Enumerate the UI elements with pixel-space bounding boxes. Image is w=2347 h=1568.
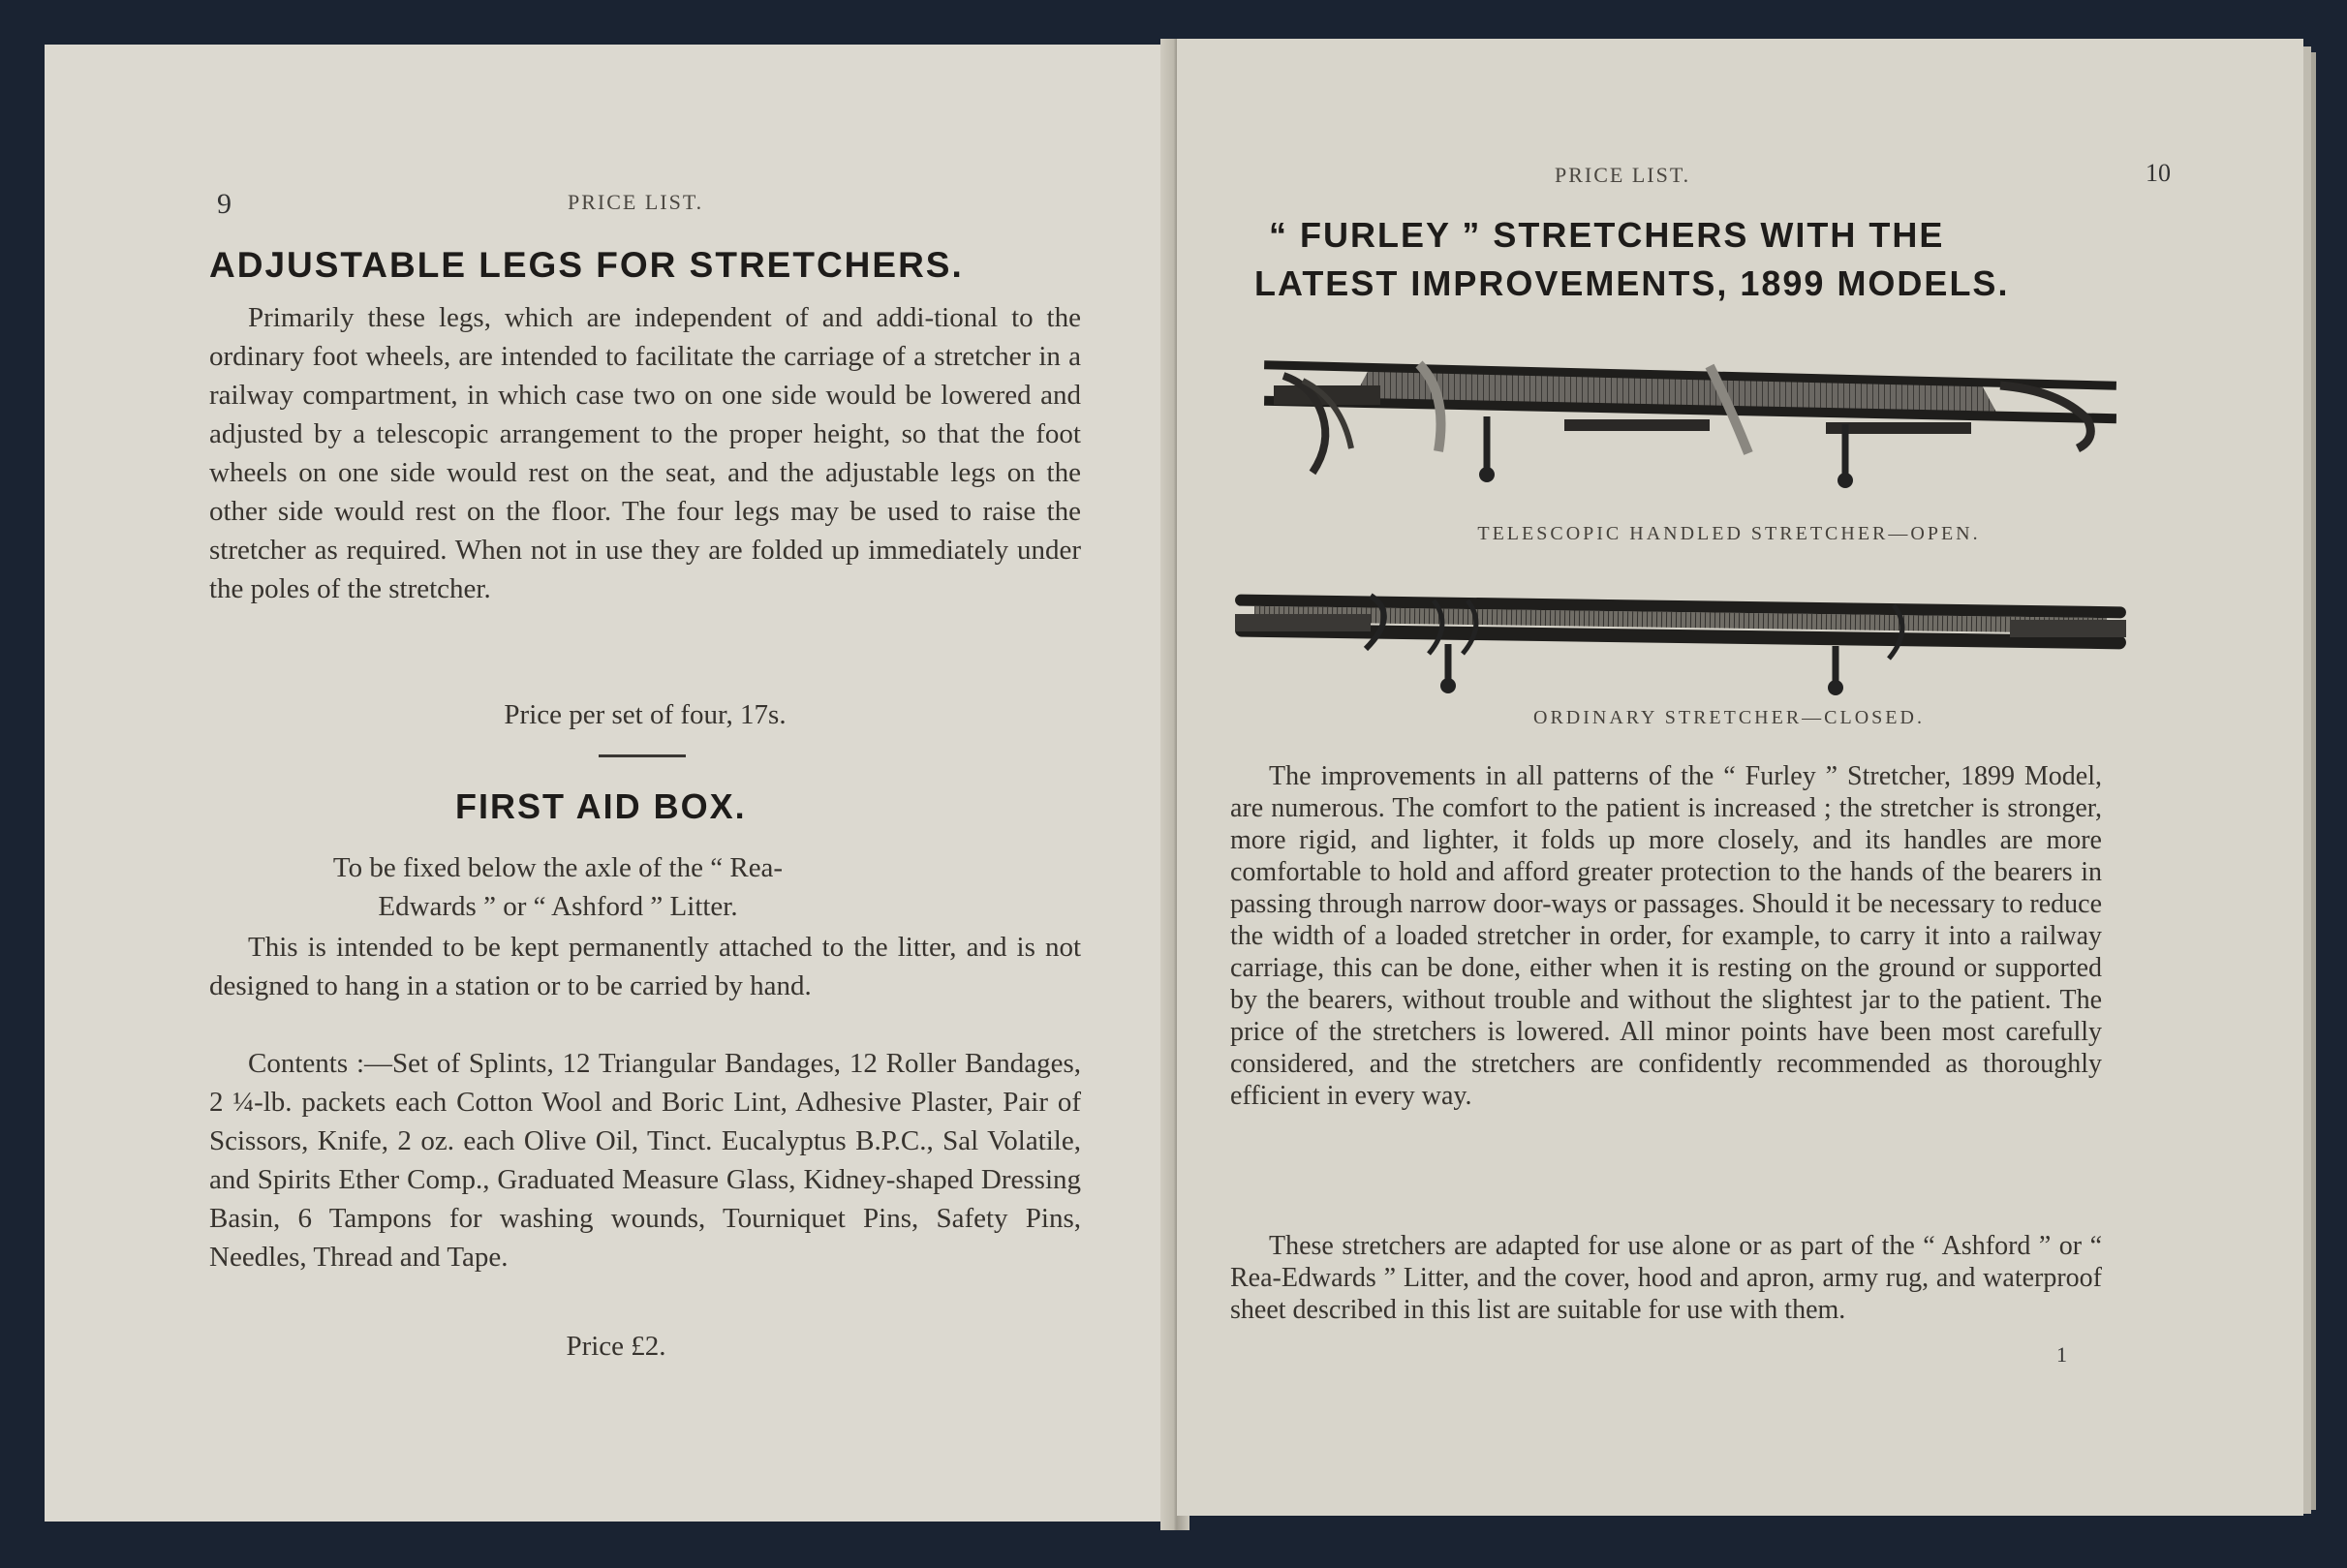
- page-number: 10: [2146, 159, 2171, 187]
- left-page: [45, 45, 1175, 1522]
- figure-caption: TELESCOPIC HANDLED STRETCHER—OPEN.: [1477, 523, 1981, 544]
- contents-list: Contents :—Set of Splints, 12 Triangular Bandages, 12 Roller Bandages, 2 ¼-lb. packets each Cotton Wool and Boric Lint, Adhesive Plaster, Pair of Scissors, Knife, 2 oz. each Olive Oil, Tinct. Eucalyptus B.P.C., Sal Volatile, and Spirits Ether Comp., Graduated Measure Glass, Kidney-shaped Dressing Basin, 6 Tampons for washing wounds, Tourniquet Pins, Safety Pins, Needles, Thread and Tape.: [209, 1048, 1081, 1273]
- right-page: [1177, 39, 2303, 1516]
- section-body: The improvements in all patterns of the “ Furley ” Stretcher, 1899 Model, are numerous. The comfort to the patient is increased ; the stretcher is stronger, more rigid, and lighter, it folds up more closely, and its handles are more comfortable to hold and afford greater protection to the hands of the bearers in passing through narrow door-ways or passages. Should it be necessary to reduce the width of a loaded stretcher in order, for example, to carry it into a railway carriage, this can be done, either when it is resting on the ground or supported by the bearers, without trouble and without the slightest jar to the patient. The price of the stretchers is lowered. All minor points have been most carefully considered, and the stretchers are confidently recommended as thoroughly efficient in every way.: [1230, 761, 2102, 1111]
- page-edge: [2311, 52, 2316, 1510]
- running-head: PRICE LIST.: [1555, 163, 1691, 187]
- book-spread: [37, 39, 2303, 1525]
- price-line: Price per set of four, 17s.: [504, 699, 787, 730]
- figure-caption: ORDINARY STRETCHER—CLOSED.: [1533, 707, 1925, 728]
- section-body: Primarily these legs, which are independent of and addi-tional to the ordinary foot wheels, are intended to facilitate the carriage of a stretcher in a railway compartment, in which case two on one side would be lowered and adjusted by a telescopic arrangement to the proper height, so that the foot wheels on one side would rest on the seat, and the adjustable legs on the other side would rest on the floor. The four legs may be used to raise the stretcher as required. When not in use they are folded up immediately under the poles of the stretcher.: [209, 302, 1081, 604]
- section-heading: FIRST AID BOX.: [455, 786, 747, 826]
- section-heading: “ FURLEY ” STRETCHERS WITH THE: [1269, 215, 1945, 255]
- divider-rule: [599, 754, 686, 757]
- stretcher-open-illustration: [1245, 327, 2136, 502]
- page-number: 9: [217, 188, 232, 220]
- signature-mark: 1: [2056, 1342, 2067, 1367]
- section-subtitle: To be fixed below the axle of the “ Rea-Edwards ” or “ Ashford ” Litter.: [332, 852, 784, 922]
- stretcher-closed-illustration: [1225, 552, 2146, 707]
- running-head: PRICE LIST.: [568, 190, 704, 214]
- section-body: These stretchers are adapted for use alone or as part of the “ Ashford ” or “ Rea-Edwards ” Litter, and the cover, hood and apron, army rug, and waterproof sheet described in this list are suitable for use with them.: [1230, 1231, 2102, 1325]
- price-line: Price £2.: [566, 1331, 666, 1362]
- section-heading: LATEST IMPROVEMENTS, 1899 MODELS.: [1254, 263, 2010, 303]
- section-body: This is intended to be kept permanently attached to the litter, and is not designed to hang in a station or to be carried by hand.: [209, 932, 1081, 1001]
- section-heading: ADJUSTABLE LEGS FOR STRETCHERS.: [209, 245, 964, 285]
- page-edge: [2303, 46, 2311, 1514]
